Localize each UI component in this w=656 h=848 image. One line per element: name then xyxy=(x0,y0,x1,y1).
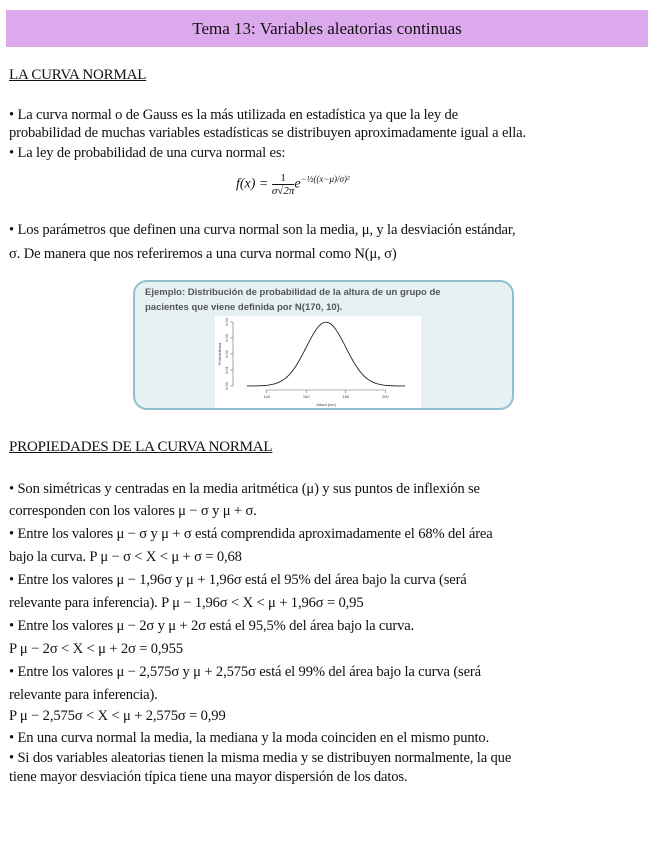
property-line: • Entre los valores μ − 2,575σ y μ + 2,575σ está el 99% del área bajo la curva (será xyxy=(9,664,481,680)
x-tick-label: 180 xyxy=(342,394,350,399)
formula-numerator: 1 xyxy=(272,172,294,185)
title-bar xyxy=(6,10,648,47)
property-line: • Si dos variables aleatorias tienen la misma media y se distribuyen normalmente, la que xyxy=(9,750,512,766)
page-title: Tema 13: Variables aleatorias continuas xyxy=(192,18,462,38)
y-tick-label: 0.03 xyxy=(224,334,229,342)
property-line: relevante para inferencia). xyxy=(9,687,158,703)
paragraph-line: σ. De manera que nos referiremos a una curva normal como N(μ, σ) xyxy=(9,246,397,262)
x-tick-label: 160 xyxy=(302,394,310,399)
example-caption-line: pacientes que viene definida por N(170, 10). xyxy=(145,302,343,313)
property-line: corresponden con los valores μ − σ y μ + σ. xyxy=(9,503,257,519)
y-tick-label: 0.00 xyxy=(224,382,229,390)
property-line: relevante para inferencia). P μ − 1,96σ < X < μ + 1,96σ = 0,95 xyxy=(9,595,364,611)
property-line: • Entre los valores μ − 2σ y μ + 2σ está el 95,5% del área bajo la curva. xyxy=(9,618,415,634)
paragraph-line: • La ley de probabilidad de una curva normal es: xyxy=(9,145,286,161)
paragraph-line: • Los parámetros que definen una curva normal son la media, μ, y la desviación estándar, xyxy=(9,222,516,238)
y-axis-label: Probabilidad xyxy=(217,342,222,366)
chart-container xyxy=(215,316,421,408)
normal-distribution-chart xyxy=(215,316,421,408)
formula-fraction xyxy=(272,172,294,197)
property-line: P μ − 2,575σ < X < μ + 2,575σ = 0,99 xyxy=(9,708,226,724)
y-tick-label: 0.01 xyxy=(224,366,229,374)
section-heading-curva-normal: LA CURVA NORMAL xyxy=(9,67,147,83)
y-tick-label: 0.04 xyxy=(224,318,229,326)
paragraph-line: • La curva normal o de Gauss es la más utilizada en estadística ya que la ley de xyxy=(9,107,458,123)
property-line: • En una curva normal la media, la mediana y la moda coinciden en el mismo punto. xyxy=(9,730,490,746)
property-line: bajo la curva. P μ − σ < X < μ + σ = 0,68 xyxy=(9,549,242,565)
formula-exponent: −½((x−μ)/σ)² xyxy=(300,174,350,185)
density-curve xyxy=(247,322,405,386)
property-line: tiene mayor desviación típica tiene una mayor dispersión de los datos. xyxy=(9,769,408,785)
paragraph-line: probabilidad de muchas variables estadísticas se distribuyen aproximadamente igual a ella. xyxy=(9,125,526,141)
section-heading-propiedades: PROPIEDADES DE LA CURVA NORMAL xyxy=(9,439,273,455)
x-tick-label: 140 xyxy=(263,394,271,399)
formula-lhs: f(x) = xyxy=(236,176,272,192)
property-line: P μ − 2σ < X < μ + 2σ = 0,955 xyxy=(9,641,183,657)
example-caption-line: Ejemplo: Distribución de probabilidad de la altura de un grupo de xyxy=(145,287,441,298)
y-tick-label: 0.02 xyxy=(224,350,229,358)
property-line: • Son simétricas y centradas en la media aritmética (μ) y sus puntos de inflexión se xyxy=(9,481,480,497)
property-line: • Entre los valores μ − 1,96σ y μ + 1,96σ está el 95% del área bajo la curva (será xyxy=(9,572,467,588)
x-axis-label: Altura (cm) xyxy=(316,402,336,407)
normal-pdf-formula: f(x) = $\frac{1}{\sigma√2\pi}$ $e^{-\frac{1}{2}((x-\mu)/\sigma)^2}$ xyxy=(236,172,350,197)
formula-denominator: σ√2π xyxy=(271,185,295,197)
property-line: • Entre los valores μ − σ y μ + σ está comprendida aproximadamente el 68% del área xyxy=(9,526,493,542)
example-box xyxy=(133,280,514,410)
x-tick-label: 200 xyxy=(381,394,389,399)
example-caption xyxy=(145,285,505,315)
